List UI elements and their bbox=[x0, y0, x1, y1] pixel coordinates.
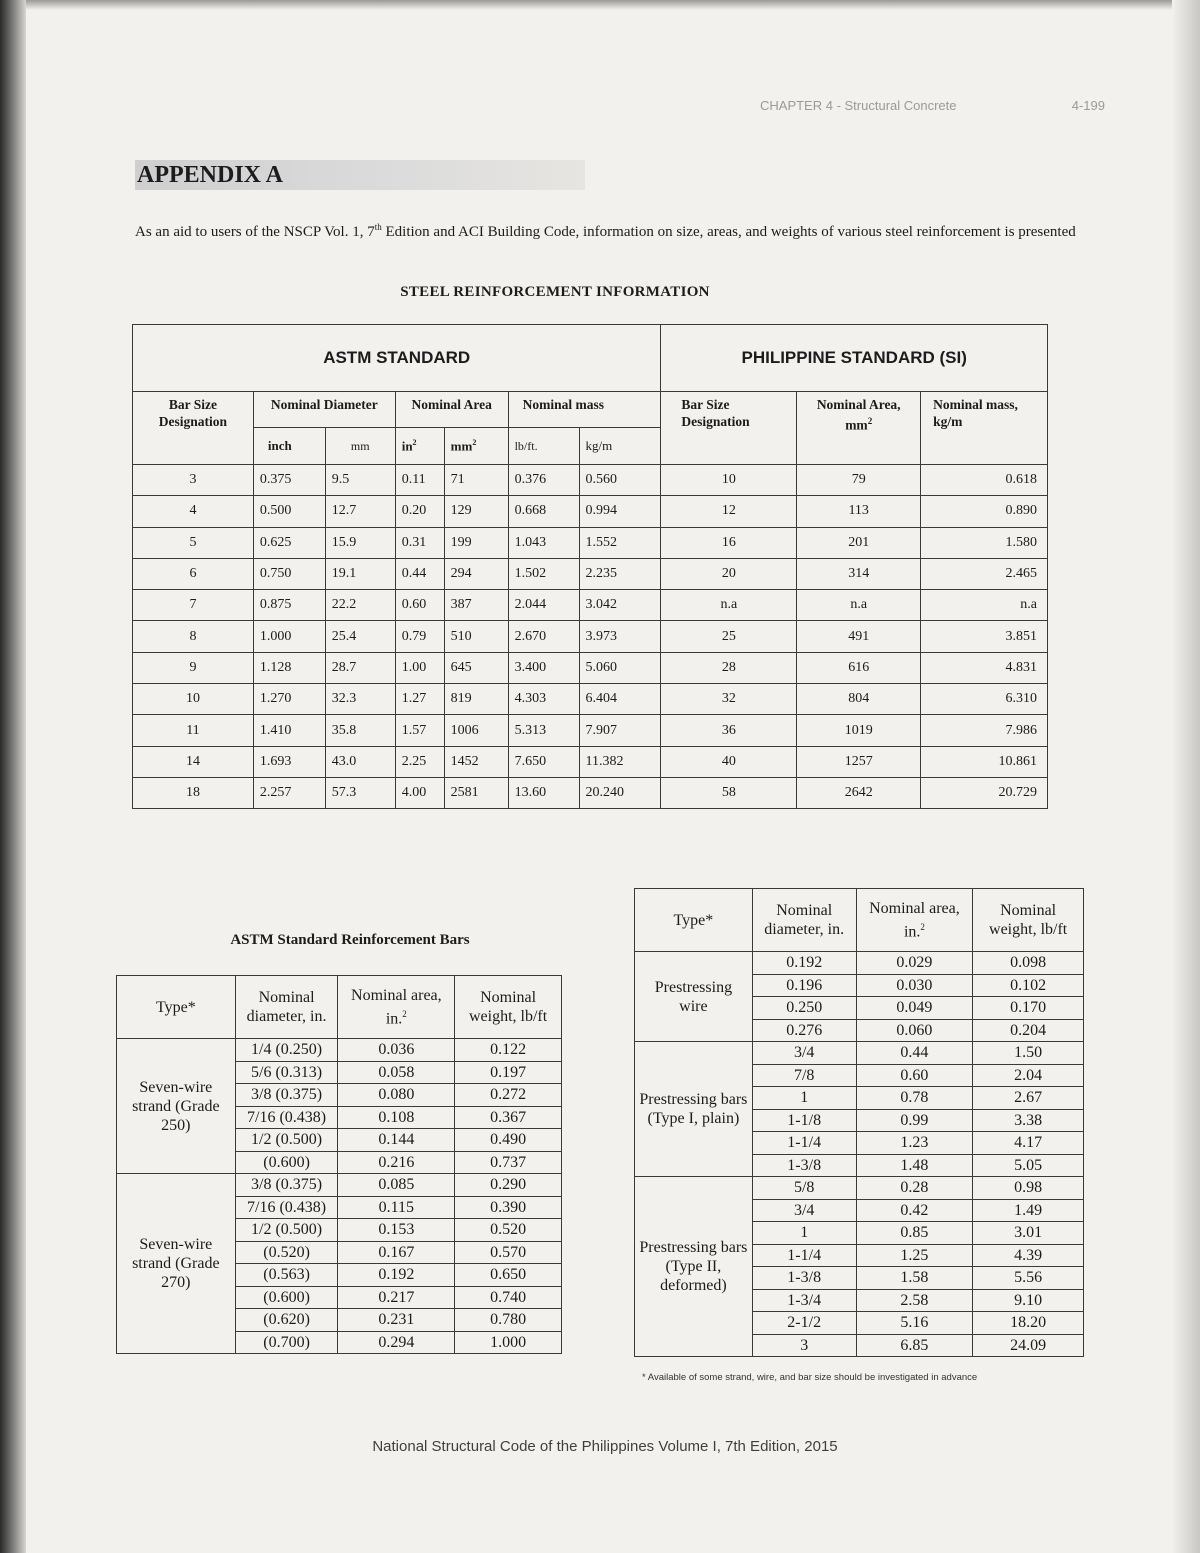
table-cell: 4.303 bbox=[508, 684, 579, 715]
table-cell: 0.60 bbox=[856, 1064, 973, 1087]
table-cell: 0.98 bbox=[973, 1177, 1084, 1200]
unit-mm2 bbox=[444, 428, 508, 465]
table-cell: (0.563) bbox=[235, 1264, 338, 1287]
table-cell: 11 bbox=[133, 715, 254, 746]
table-cell: 13.60 bbox=[508, 777, 579, 808]
strand-col-area-sup: 2 bbox=[402, 1008, 407, 1019]
col-ph-nominal-mass: Nominal mass, kg/m bbox=[921, 392, 1048, 465]
table-cell: 1/2 (0.500) bbox=[235, 1129, 338, 1152]
table-cell: 0.367 bbox=[455, 1106, 562, 1129]
table-cell: 1452 bbox=[444, 746, 508, 777]
table-cell: 2.670 bbox=[508, 621, 579, 652]
table-cell: 1 bbox=[752, 1087, 856, 1110]
strand-table-header bbox=[117, 976, 562, 1039]
col-ph-area-label: Nominal Area, mm bbox=[816, 397, 901, 433]
col-ph-nominal-area bbox=[797, 392, 921, 465]
table-cell: 0.060 bbox=[856, 1019, 973, 1042]
table-cell: 0.167 bbox=[338, 1241, 455, 1264]
col-bar-size: Bar Size Designation bbox=[133, 392, 254, 465]
table-cell: 1.57 bbox=[395, 715, 444, 746]
table-cell: 3.38 bbox=[973, 1109, 1084, 1132]
table-cell: 0.196 bbox=[752, 974, 856, 997]
table-cell: 3/8 (0.375) bbox=[235, 1174, 338, 1197]
table-cell: 0.098 bbox=[973, 952, 1084, 975]
table-cell: 32.3 bbox=[325, 684, 395, 715]
table-cell: (0.600) bbox=[235, 1151, 338, 1174]
group-label: Seven-wire strand (Grade 270) bbox=[117, 1174, 236, 1354]
page-shadow-right bbox=[1172, 0, 1200, 1553]
table-cell: 1-1/4 bbox=[752, 1132, 856, 1155]
table-cell: 7/16 (0.438) bbox=[235, 1106, 338, 1129]
table-row bbox=[117, 1174, 562, 1197]
table-cell: 0.890 bbox=[921, 496, 1048, 527]
astm-standard-header: ASTM STANDARD bbox=[133, 325, 661, 392]
table-cell: 1.270 bbox=[253, 684, 325, 715]
intro-text-end: Edition and ACI Building Code, information on size, areas, and weights of various steel reinforcement is presented bbox=[381, 224, 1076, 240]
table-cell: 1.25 bbox=[856, 1244, 973, 1267]
table-cell: 5/8 bbox=[752, 1177, 856, 1200]
table-row bbox=[133, 715, 1048, 746]
table-row bbox=[133, 558, 1048, 589]
table-cell: 199 bbox=[444, 527, 508, 558]
prestress-col-area bbox=[856, 889, 973, 952]
table-cell: 0.204 bbox=[973, 1019, 1084, 1042]
table-cell: 1/2 (0.500) bbox=[235, 1219, 338, 1242]
table-cell: (0.600) bbox=[235, 1286, 338, 1309]
col-ph-bar-size: Bar Size Designation bbox=[661, 392, 797, 465]
strand-col-diameter: Nominal diameter, in. bbox=[235, 976, 338, 1039]
main-table-title: STEEL REINFORCEMENT INFORMATION bbox=[400, 284, 710, 300]
table-cell: 2.257 bbox=[253, 777, 325, 808]
table-cell: 1.580 bbox=[921, 527, 1048, 558]
table-cell: 28.7 bbox=[325, 652, 395, 683]
prestress-col-type: Type* bbox=[635, 889, 753, 952]
steel-reinforcement-table bbox=[132, 324, 1048, 809]
table-cell: 2.25 bbox=[395, 746, 444, 777]
table-cell: 819 bbox=[444, 684, 508, 715]
table-cell: 1.128 bbox=[253, 652, 325, 683]
table-cell: 1.48 bbox=[856, 1154, 973, 1177]
table-cell: 3.01 bbox=[973, 1222, 1084, 1245]
table-cell: 58 bbox=[661, 777, 797, 808]
table-cell: 0.875 bbox=[253, 590, 325, 621]
table-cell: 79 bbox=[797, 465, 921, 496]
prestress-table-header bbox=[635, 889, 1084, 952]
table-cell: 0.31 bbox=[395, 527, 444, 558]
table-cell: 129 bbox=[444, 496, 508, 527]
unit-lbft: lb/ft. bbox=[508, 428, 579, 465]
table-cell: 804 bbox=[797, 684, 921, 715]
table-row bbox=[133, 746, 1048, 777]
strand-col-type: Type* bbox=[117, 976, 236, 1039]
col-nominal-diameter: Nominal Diameter bbox=[253, 392, 395, 428]
table-cell: 1-1/8 bbox=[752, 1109, 856, 1132]
table-cell: 5/6 (0.313) bbox=[235, 1061, 338, 1084]
table-cell: 11.382 bbox=[579, 746, 661, 777]
table-cell: n.a bbox=[797, 590, 921, 621]
table-cell: 25.4 bbox=[325, 621, 395, 652]
table-cell: (0.620) bbox=[235, 1309, 338, 1332]
table-cell: 0.560 bbox=[579, 465, 661, 496]
table-cell: 0.192 bbox=[338, 1264, 455, 1287]
table-cell: 18.20 bbox=[973, 1312, 1084, 1335]
table-cell: 0.390 bbox=[455, 1196, 562, 1219]
table-cell: 5.16 bbox=[856, 1312, 973, 1335]
table-cell: 0.79 bbox=[395, 621, 444, 652]
table-cell: (0.700) bbox=[235, 1331, 338, 1354]
table-cell: 1-3/8 bbox=[752, 1154, 856, 1177]
table-cell: 3.042 bbox=[579, 590, 661, 621]
table-cell: 0.85 bbox=[856, 1222, 973, 1245]
strand-table-body bbox=[117, 1039, 562, 1354]
page-shadow-top bbox=[0, 0, 1200, 10]
table-cell: 3.973 bbox=[579, 621, 661, 652]
col-ph-area-sup: 2 bbox=[867, 416, 873, 426]
table-cell: 1.693 bbox=[253, 746, 325, 777]
group-label: Prestressing wire bbox=[635, 952, 753, 1042]
table-cell: 3 bbox=[752, 1334, 856, 1357]
table-cell: 0.668 bbox=[508, 496, 579, 527]
table-row bbox=[635, 952, 1084, 975]
table-row bbox=[133, 465, 1048, 496]
table-cell: 20.240 bbox=[579, 777, 661, 808]
table-cell: 294 bbox=[444, 558, 508, 589]
table-cell: 43.0 bbox=[325, 746, 395, 777]
table-cell: 1.502 bbox=[508, 558, 579, 589]
table-cell: 9 bbox=[133, 652, 254, 683]
table-row bbox=[133, 777, 1048, 808]
table-cell: 0.197 bbox=[455, 1061, 562, 1084]
table-cell: 0.490 bbox=[455, 1129, 562, 1152]
table-cell: 24.09 bbox=[973, 1334, 1084, 1357]
table-cell: 2581 bbox=[444, 777, 508, 808]
table-cell: 6.85 bbox=[856, 1334, 973, 1357]
table-cell: 0.28 bbox=[856, 1177, 973, 1200]
prestress-col-area-label: Nominal area, in. bbox=[869, 899, 960, 941]
table-row bbox=[133, 496, 1048, 527]
table-cell: 0.570 bbox=[455, 1241, 562, 1264]
table-cell: 1.000 bbox=[455, 1331, 562, 1354]
table-cell: 0.231 bbox=[338, 1309, 455, 1332]
table-cell: 1.043 bbox=[508, 527, 579, 558]
table-cell: 0.276 bbox=[752, 1019, 856, 1042]
table-cell: 0.036 bbox=[338, 1039, 455, 1062]
table-cell: 20.729 bbox=[921, 777, 1048, 808]
table-cell: (0.520) bbox=[235, 1241, 338, 1264]
table-cell: 314 bbox=[797, 558, 921, 589]
table-cell: 10 bbox=[133, 684, 254, 715]
unit-inch: inch bbox=[253, 428, 325, 465]
table-cell: 387 bbox=[444, 590, 508, 621]
table-cell: 5.56 bbox=[973, 1267, 1084, 1290]
table-cell: 1/4 (0.250) bbox=[235, 1039, 338, 1062]
table-row bbox=[635, 1042, 1084, 1065]
page-shadow-left bbox=[0, 0, 26, 1553]
table-row bbox=[133, 590, 1048, 621]
prestress-table-body bbox=[635, 952, 1084, 1357]
table-cell: 2642 bbox=[797, 777, 921, 808]
table-cell: n.a bbox=[921, 590, 1048, 621]
table-cell: 0.740 bbox=[455, 1286, 562, 1309]
table-cell: 40 bbox=[661, 746, 797, 777]
table-cell: 1.00 bbox=[395, 652, 444, 683]
table-cell: 15.9 bbox=[325, 527, 395, 558]
table-cell: 0.618 bbox=[921, 465, 1048, 496]
group-label: Seven-wire strand (Grade 250) bbox=[117, 1039, 236, 1174]
table-cell: 1006 bbox=[444, 715, 508, 746]
table-cell: 2.235 bbox=[579, 558, 661, 589]
footnote: * Available of some strand, wire, and bar size should be investigated in advance bbox=[642, 1372, 978, 1383]
table-cell: 0.20 bbox=[395, 496, 444, 527]
unit-in2 bbox=[395, 428, 444, 465]
unit-kgm: kg/m bbox=[579, 428, 661, 465]
table-cell: 10.861 bbox=[921, 746, 1048, 777]
unit-mm: mm bbox=[325, 428, 395, 465]
table-cell: 9.5 bbox=[325, 465, 395, 496]
col-nominal-area: Nominal Area bbox=[395, 392, 508, 428]
table-cell: 0.650 bbox=[455, 1264, 562, 1287]
table-cell: 0.11 bbox=[395, 465, 444, 496]
prestress-col-area-sup: 2 bbox=[920, 921, 925, 932]
table-cell: 4.831 bbox=[921, 652, 1048, 683]
table-cell: 8 bbox=[133, 621, 254, 652]
table-cell: 2-1/2 bbox=[752, 1312, 856, 1335]
table-cell: 2.044 bbox=[508, 590, 579, 621]
table-cell: 2.465 bbox=[921, 558, 1048, 589]
table-cell: 16 bbox=[661, 527, 797, 558]
table-cell: 0.44 bbox=[856, 1042, 973, 1065]
intro-paragraph bbox=[135, 218, 1105, 242]
unit-mm2-sup: 2 bbox=[472, 437, 477, 447]
table-cell: 35.8 bbox=[325, 715, 395, 746]
table-cell: 645 bbox=[444, 652, 508, 683]
table-cell: 0.192 bbox=[752, 952, 856, 975]
table-cell: 0.085 bbox=[338, 1174, 455, 1197]
table-cell: 0.750 bbox=[253, 558, 325, 589]
table-cell: 5 bbox=[133, 527, 254, 558]
table-cell: 71 bbox=[444, 465, 508, 496]
table-cell: 1-1/4 bbox=[752, 1244, 856, 1267]
table-cell: 0.520 bbox=[455, 1219, 562, 1242]
table-cell: 12 bbox=[661, 496, 797, 527]
table-cell: 510 bbox=[444, 621, 508, 652]
group-label: Prestressing bars (Type II, deformed) bbox=[635, 1177, 753, 1357]
table-cell: 0.080 bbox=[338, 1084, 455, 1107]
table-cell: 0.375 bbox=[253, 465, 325, 496]
table-cell: 1.49 bbox=[973, 1199, 1084, 1222]
table-cell: 0.272 bbox=[455, 1084, 562, 1107]
table-cell: 0.115 bbox=[338, 1196, 455, 1219]
strand-col-weight: Nominal weight, lb/ft bbox=[455, 976, 562, 1039]
table-cell: 0.102 bbox=[973, 974, 1084, 997]
table-row bbox=[133, 684, 1048, 715]
table-cell: 0.780 bbox=[455, 1309, 562, 1332]
table-cell: 0.049 bbox=[856, 997, 973, 1020]
table-cell: 7.650 bbox=[508, 746, 579, 777]
table-cell: 28 bbox=[661, 652, 797, 683]
table-row bbox=[133, 652, 1048, 683]
table-cell: 0.216 bbox=[338, 1151, 455, 1174]
table-cell: 4.17 bbox=[973, 1132, 1084, 1155]
table-cell: 0.994 bbox=[579, 496, 661, 527]
strand-col-area bbox=[338, 976, 455, 1039]
table-cell: 0.99 bbox=[856, 1109, 973, 1132]
table-cell: 14 bbox=[133, 746, 254, 777]
philippine-standard-header: PHILIPPINE STANDARD (SI) bbox=[661, 325, 1048, 392]
table-cell: 7 bbox=[133, 590, 254, 621]
table-cell: 5.313 bbox=[508, 715, 579, 746]
table-cell: 0.625 bbox=[253, 527, 325, 558]
col-nominal-mass: Nominal mass bbox=[508, 392, 661, 428]
table-row bbox=[117, 1039, 562, 1062]
table-cell: 1019 bbox=[797, 715, 921, 746]
table-cell: 1.58 bbox=[856, 1267, 973, 1290]
unit-mm2-label: mm bbox=[450, 438, 473, 454]
table-cell: 0.60 bbox=[395, 590, 444, 621]
table-cell: 616 bbox=[797, 652, 921, 683]
table-cell: 0.217 bbox=[338, 1286, 455, 1309]
table-cell: 4.39 bbox=[973, 1244, 1084, 1267]
table-cell: 2.04 bbox=[973, 1064, 1084, 1087]
table-cell: 5.05 bbox=[973, 1154, 1084, 1177]
table-cell: 7/8 bbox=[752, 1064, 856, 1087]
table-row bbox=[133, 527, 1048, 558]
bars-table-title: ASTM Standard Reinforcement Bars bbox=[230, 932, 470, 948]
table-cell: 0.144 bbox=[338, 1129, 455, 1152]
table-cell: 5.060 bbox=[579, 652, 661, 683]
table-cell: 7.907 bbox=[579, 715, 661, 746]
unit-in2-sup: 2 bbox=[412, 437, 417, 447]
strand-col-area-label: Nominal area, in. bbox=[351, 986, 442, 1028]
main-table-body bbox=[133, 465, 1048, 809]
page-number: 4-199 bbox=[1071, 98, 1105, 113]
table-cell: 0.44 bbox=[395, 558, 444, 589]
table-cell: 0.122 bbox=[455, 1039, 562, 1062]
table-cell: 10 bbox=[661, 465, 797, 496]
table-cell: 9.10 bbox=[973, 1289, 1084, 1312]
table-cell: 0.376 bbox=[508, 465, 579, 496]
table-cell: 0.42 bbox=[856, 1199, 973, 1222]
table-cell: 4 bbox=[133, 496, 254, 527]
table-cell: 36 bbox=[661, 715, 797, 746]
table-cell: 0.250 bbox=[752, 997, 856, 1020]
table-cell: 1.410 bbox=[253, 715, 325, 746]
table-cell: 0.78 bbox=[856, 1087, 973, 1110]
table-row bbox=[133, 621, 1048, 652]
table-cell: 3/4 bbox=[752, 1199, 856, 1222]
prestress-col-weight: Nominal weight, lb/ft bbox=[973, 889, 1084, 952]
table-cell: 1.27 bbox=[395, 684, 444, 715]
intro-text-start: As an aid to users of the NSCP Vol. 1, 7 bbox=[135, 224, 375, 240]
table-cell: 0.030 bbox=[856, 974, 973, 997]
table-cell: 2.67 bbox=[973, 1087, 1084, 1110]
table-cell: 1.552 bbox=[579, 527, 661, 558]
intro-superscript: th bbox=[374, 222, 382, 232]
table-row bbox=[635, 1177, 1084, 1200]
running-header bbox=[760, 98, 1105, 113]
table-cell: 113 bbox=[797, 496, 921, 527]
table-cell: 22.2 bbox=[325, 590, 395, 621]
page-footer: National Structural Code of the Philippines Volume I, 7th Edition, 2015 bbox=[372, 1438, 838, 1455]
table-cell: 0.153 bbox=[338, 1219, 455, 1242]
table-cell: 6 bbox=[133, 558, 254, 589]
table-cell: 201 bbox=[797, 527, 921, 558]
table-cell: 491 bbox=[797, 621, 921, 652]
table-cell: 0.294 bbox=[338, 1331, 455, 1354]
table-cell: 19.1 bbox=[325, 558, 395, 589]
prestress-col-diameter: Nominal diameter, in. bbox=[752, 889, 856, 952]
table-cell: 1.50 bbox=[973, 1042, 1084, 1065]
table-cell: 0.290 bbox=[455, 1174, 562, 1197]
table-cell: 57.3 bbox=[325, 777, 395, 808]
table-cell: 3.400 bbox=[508, 652, 579, 683]
table-cell: 3/4 bbox=[752, 1042, 856, 1065]
chapter-title: CHAPTER 4 - Structural Concrete bbox=[760, 98, 957, 113]
table-cell: 0.737 bbox=[455, 1151, 562, 1174]
table-cell: 3.851 bbox=[921, 621, 1048, 652]
table-cell: 6.310 bbox=[921, 684, 1048, 715]
table-cell: 2.58 bbox=[856, 1289, 973, 1312]
table-cell: 18 bbox=[133, 777, 254, 808]
table-cell: 0.108 bbox=[338, 1106, 455, 1129]
table-cell: n.a bbox=[661, 590, 797, 621]
table-cell: 20 bbox=[661, 558, 797, 589]
table-cell: 0.029 bbox=[856, 952, 973, 975]
table-cell: 7.986 bbox=[921, 715, 1048, 746]
table-cell: 4.00 bbox=[395, 777, 444, 808]
table-cell: 6.404 bbox=[579, 684, 661, 715]
table-cell: 1257 bbox=[797, 746, 921, 777]
table-cell: 1-3/4 bbox=[752, 1289, 856, 1312]
table-cell: 25 bbox=[661, 621, 797, 652]
table-cell: 32 bbox=[661, 684, 797, 715]
table-cell: 0.058 bbox=[338, 1061, 455, 1084]
unit-in2-label: in bbox=[401, 438, 413, 454]
table-cell: 0.170 bbox=[973, 997, 1084, 1020]
table-cell: 12.7 bbox=[325, 496, 395, 527]
table-cell: 1-3/8 bbox=[752, 1267, 856, 1290]
astm-strand-table bbox=[116, 975, 562, 1354]
table-cell: 7/16 (0.438) bbox=[235, 1196, 338, 1219]
group-label: Prestressing bars (Type I, plain) bbox=[635, 1042, 753, 1177]
prestressing-table bbox=[634, 888, 1084, 1357]
table-cell: 1.000 bbox=[253, 621, 325, 652]
appendix-heading: APPENDIX A bbox=[135, 160, 585, 190]
table-cell: 1 bbox=[752, 1222, 856, 1245]
table-cell: 0.500 bbox=[253, 496, 325, 527]
table-cell: 3 bbox=[133, 465, 254, 496]
table-cell: 1.23 bbox=[856, 1132, 973, 1155]
table-cell: 3/8 (0.375) bbox=[235, 1084, 338, 1107]
